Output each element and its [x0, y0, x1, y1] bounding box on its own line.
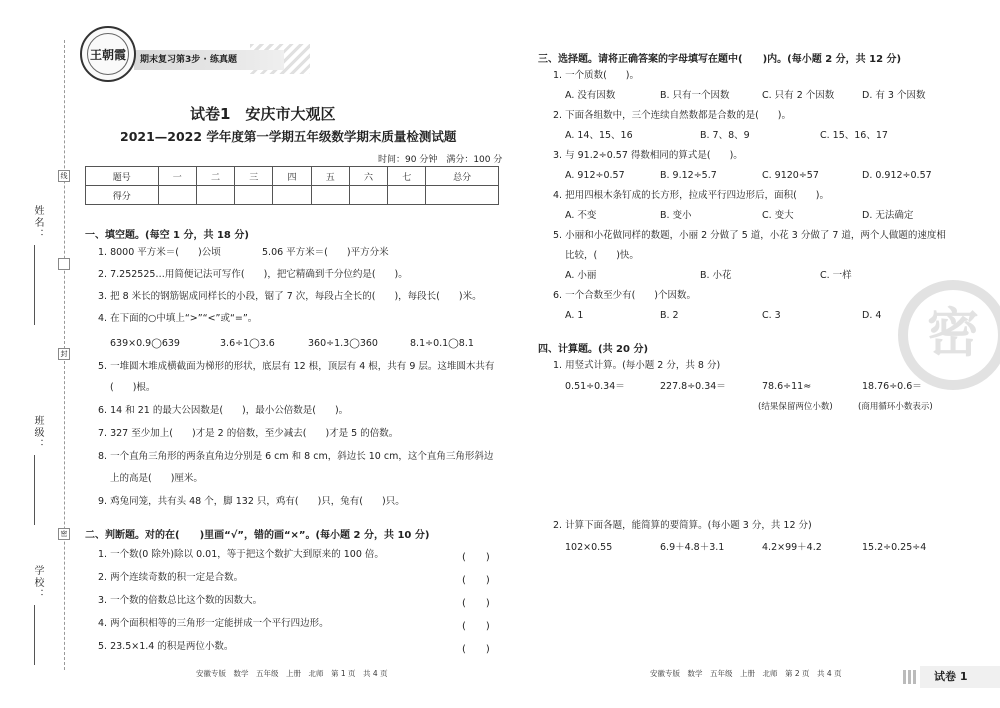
- score-cell: 总分: [426, 167, 499, 186]
- score-cell: 七: [388, 167, 426, 186]
- s2-item: 5. 23.5×1.4 的积是两位小数。: [98, 641, 234, 652]
- binding-margin: [0, 0, 68, 708]
- score-cell: 四: [273, 167, 311, 186]
- s3-option: B. 小花: [700, 270, 732, 281]
- s4-calc-item: 227.8÷0.34＝: [660, 381, 726, 392]
- class-line: [34, 455, 35, 525]
- s3-option: A. 小丽: [565, 270, 597, 281]
- s1-q8b: 上的高是( )厘米。: [110, 473, 203, 484]
- tab-dots: [903, 670, 917, 684]
- section3-heading: 三、选择题。请将正确答案的字母填写在题中( )内。(每小题 2 分，共 12 分): [538, 54, 902, 65]
- score-input-cell[interactable]: [273, 186, 311, 205]
- publisher-logo: [80, 26, 136, 82]
- score-table: [85, 166, 499, 205]
- s4-calc-item: 4.2×99＋4.2: [762, 542, 822, 553]
- s1-q1b: 5.06 平方米＝( )平方分米: [262, 247, 389, 258]
- s1-q6: 6. 14 和 21 的最大公因数是( )，最小公倍数是( )。: [98, 405, 349, 416]
- footer-right: 安徽专版 数学 五年级 上册 北师 第 2 页 共 4 页: [650, 669, 842, 678]
- s3-option: C. 9120÷57: [762, 170, 819, 181]
- s1-q4-item: 3.6÷1◯3.6: [220, 338, 275, 349]
- score-input-cell[interactable]: [426, 186, 499, 205]
- s3-option: A. 不变: [565, 210, 597, 221]
- seal-marker-seal: 封: [58, 348, 70, 360]
- s3-option: A. 1: [565, 310, 584, 321]
- s3-option: A. 没有因数: [565, 90, 616, 101]
- s3-option: A. 912÷0.57: [565, 170, 625, 181]
- section4-heading: 四、计算题。(共 20 分): [538, 344, 649, 355]
- score-cell: 题号: [86, 167, 159, 186]
- s1-q2: 2. 7.252525…用简便记法可写作( )，把它精确到千分位约是( )。: [98, 269, 408, 280]
- score-cell: 六: [349, 167, 387, 186]
- name-line: [34, 245, 35, 325]
- step-ribbon: 期末复习第3步 · 练真题: [134, 50, 284, 70]
- score-cell: 五: [311, 167, 349, 186]
- paper-tab: 试卷 1: [920, 666, 1000, 688]
- score-cell: 三: [235, 167, 273, 186]
- s4-calc-item: 78.6÷11≈: [762, 381, 812, 392]
- s4-note-round: (结果保留两位小数): [758, 402, 833, 412]
- s1-q1a: 1. 8000 平方米＝( )公顷: [98, 247, 221, 258]
- s3-option: D. 无法确定: [862, 210, 914, 221]
- s3-option: B. 变小: [660, 210, 692, 221]
- s2-item: 3. 一个数的倍数总比这个数的因数大。: [98, 595, 263, 606]
- s4-calc-item: 18.76÷0.6＝: [862, 381, 922, 392]
- s1-q4-item: 639×0.9◯639: [110, 338, 180, 349]
- s1-q8a: 8. 一个直角三角形的两条直角边分别是 6 cm 和 8 cm，斜边长 10 cm，这个直角三角形斜边: [98, 451, 494, 462]
- score-input-cell[interactable]: [235, 186, 273, 205]
- score-header-row: [86, 167, 499, 186]
- score-input-cell[interactable]: [349, 186, 387, 205]
- s3-q5b: 比较，( )快。: [565, 250, 639, 261]
- class-label: 班级：: [32, 415, 43, 451]
- s4-q1: 1. 用竖式计算。(每小题 2 分，共 8 分): [553, 360, 721, 371]
- s3-option: C. 一样: [820, 270, 852, 281]
- score-cell: 二: [196, 167, 234, 186]
- s4-calc-item: 15.2÷0.25÷4: [862, 542, 927, 553]
- s1-q5a: 5. 一堆圆木堆成横截面为梯形的形状，底层有 12 根，顶层有 4 根，共有 9 层。这堆圆木共有: [98, 361, 495, 372]
- s2-answer-paren[interactable]: ( ): [462, 621, 490, 632]
- secret-watermark: 密: [898, 280, 1000, 390]
- school-label: 学校：: [32, 565, 43, 601]
- s1-q4-item: 360÷1.3◯360: [308, 338, 378, 349]
- s3-option: B. 2: [660, 310, 679, 321]
- s3-option: B. 7、8、9: [700, 130, 750, 141]
- s3-option: C. 变大: [762, 210, 794, 221]
- s2-item: 1. 一个数(0 除外)除以 0.01，等于把这个数扩大到原来的 100 倍。: [98, 549, 384, 560]
- score-input-cell[interactable]: [158, 186, 196, 205]
- s3-option: C. 3: [762, 310, 781, 321]
- s3-option: C. 只有 2 个因数: [762, 90, 835, 101]
- s3-q3: 3. 与 91.2÷0.57 得数相同的算式是( )。: [553, 150, 743, 161]
- seal-marker-circle: [58, 258, 70, 270]
- s3-option: B. 9.12÷5.7: [660, 170, 717, 181]
- s1-q5b: ( )根。: [110, 382, 156, 393]
- s3-option: C. 15、16、17: [820, 130, 888, 141]
- s1-q4-item: 8.1÷0.1◯8.1: [410, 338, 474, 349]
- score-cell: 一: [158, 167, 196, 186]
- s2-answer-paren[interactable]: ( ): [462, 575, 490, 586]
- s3-option: B. 只有一个因数: [660, 90, 730, 101]
- s4-note-recurring: (商用循环小数表示): [858, 402, 933, 412]
- score-input-cell[interactable]: [388, 186, 426, 205]
- paper-subtitle: 2021—2022 学年度第一学期五年级数学期末质量检测试题: [120, 129, 457, 144]
- s1-q7: 7. 327 至少加上( )才是 2 的倍数，至少减去( )才是 5 的倍数。: [98, 428, 399, 439]
- paper-title: 试卷1 安庆市大观区: [190, 105, 336, 123]
- s4-q2: 2. 计算下面各题，能简算的要简算。(每小题 3 分，共 12 分): [553, 520, 812, 531]
- score-input-cell[interactable]: [311, 186, 349, 205]
- exam-meta: 时间：90 分钟 满分：100 分: [378, 155, 503, 165]
- name-label: 姓名：: [32, 205, 43, 241]
- s3-q2: 2. 下面各组数中，三个连续自然数都是合数的是( )。: [553, 110, 791, 121]
- s3-q4: 4. 把用四根木条钉成的长方形，拉成平行四边形后，面积( )。: [553, 190, 829, 201]
- s3-option: D. 有 3 个因数: [862, 90, 926, 101]
- s3-option: A. 14、15、16: [565, 130, 633, 141]
- logo-text: 王朝霞: [87, 33, 129, 75]
- section2-heading: 二、判断题。对的在( )里画“√”，错的画“×”。(每小题 2 分，共 10 分): [85, 530, 430, 541]
- s4-calc-item: 6.9＋4.8＋3.1: [660, 542, 725, 553]
- s3-option: D. 4: [862, 310, 882, 321]
- s3-q1: 1. 一个质数( )。: [553, 70, 639, 81]
- footer-left: 安徽专版 数学 五年级 上册 北师 第 1 页 共 4 页: [196, 669, 388, 678]
- s2-answer-paren[interactable]: ( ): [462, 644, 490, 655]
- s3-q6: 6. 一个合数至少有( )个因数。: [553, 290, 696, 301]
- s2-answer-paren[interactable]: ( ): [462, 552, 490, 563]
- s3-q5a: 5. 小丽和小花做同样的数题，小丽 2 分做了 5 道，小花 3 分做了 7 道，两个人做题的速度相: [553, 230, 946, 241]
- section1-heading: 一、填空题。(每空 1 分，共 18 分): [85, 230, 249, 241]
- s1-q9: 9. 鸡兔同笼，共有头 48 个，脚 132 只，鸡有( )只，兔有( )只。: [98, 496, 405, 507]
- score-input-row: [86, 186, 499, 205]
- s1-q3: 3. 把 8 米长的钢筋锯成同样长的小段，锯了 7 次，每段占全长的( )，每段长( )米。: [98, 291, 482, 302]
- s4-calc-item: 102×0.55: [565, 542, 613, 553]
- score-row-label: 得分: [86, 186, 159, 205]
- seal-marker-line: 线: [58, 170, 70, 182]
- school-line: [34, 605, 35, 665]
- s4-calc-item: 0.51÷0.34＝: [565, 381, 625, 392]
- s1-q4: 4. 在下面的○中填上“>”“<”或“=”。: [98, 313, 258, 324]
- s2-item: 4. 两个面积相等的三角形一定能拼成一个平行四边形。: [98, 618, 329, 629]
- seal-marker-secret: 密: [58, 528, 70, 540]
- score-input-cell[interactable]: [196, 186, 234, 205]
- s3-option: D. 0.912÷0.57: [862, 170, 932, 181]
- s2-answer-paren[interactable]: ( ): [462, 598, 490, 609]
- s2-item: 2. 两个连续奇数的积一定是合数。: [98, 572, 244, 583]
